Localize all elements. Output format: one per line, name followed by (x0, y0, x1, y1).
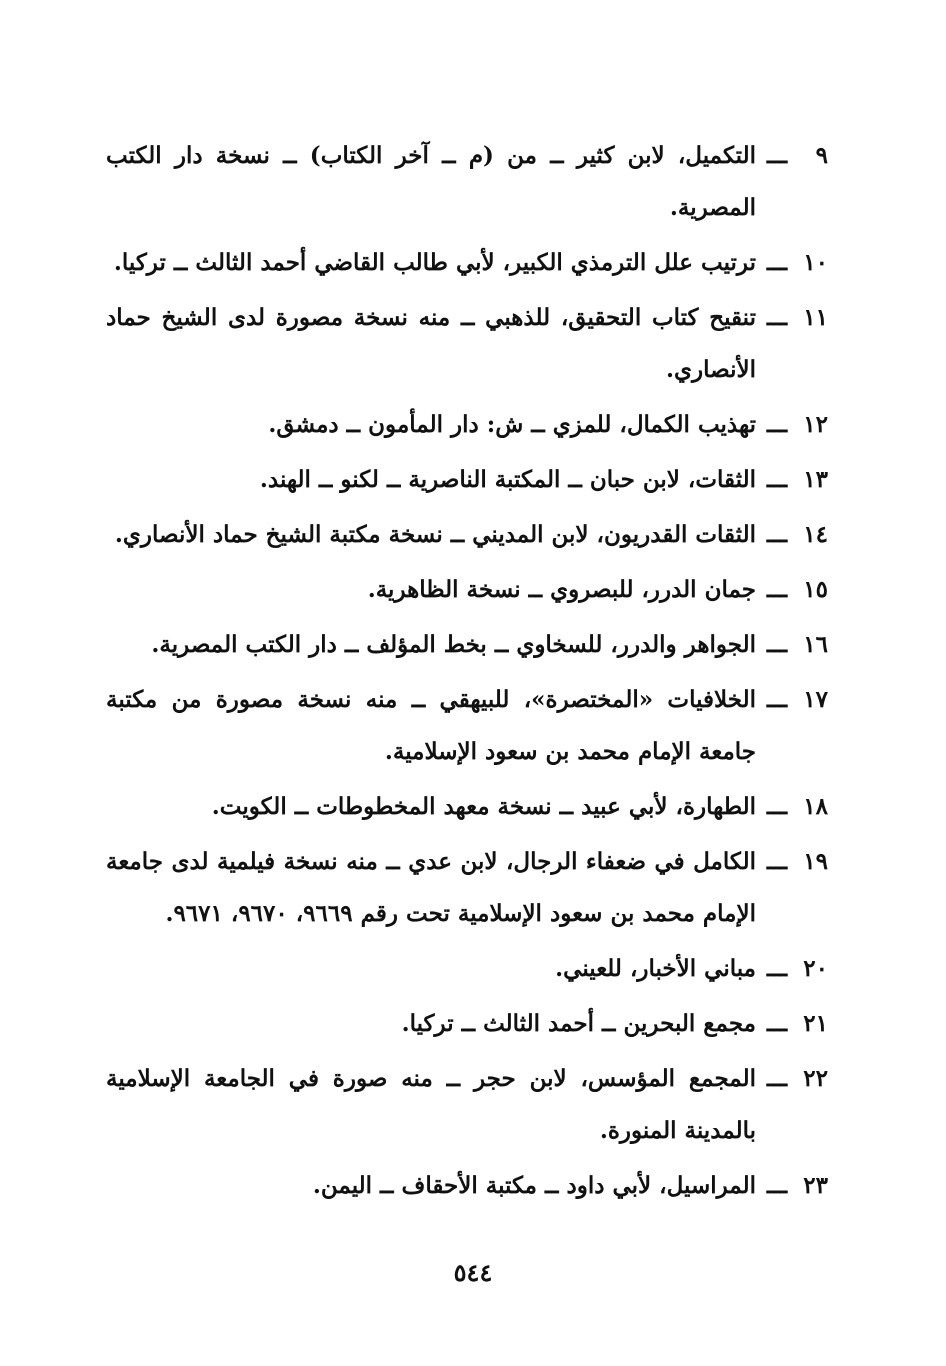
item-dash: ـــ (766, 1065, 788, 1092)
list-item (106, 399, 828, 451)
list-item (106, 998, 828, 1050)
item-number: ٢٢ (803, 1065, 828, 1092)
item-dash: ـــ (766, 249, 788, 276)
item-dash: ـــ (766, 521, 788, 548)
item-dash: ـــ (766, 576, 788, 603)
item-number: ٢٠ (803, 955, 828, 982)
item-dash: ـــ (766, 848, 788, 875)
item-dash: ـــ (766, 142, 788, 169)
list-item (106, 564, 828, 616)
item-text: ترتيب علل الترمذي الكبير، لأبي طالب القاضي أحمد الثالث ــ تركيا. (113, 249, 756, 276)
item-number: ١٢ (803, 411, 828, 438)
item-dash: ـــ (766, 1172, 788, 1199)
item-text: مباني الأخبار، للعيني. (555, 955, 756, 982)
item-number: ١٣ (803, 466, 828, 493)
list-item (106, 619, 828, 671)
item-dash: ـــ (766, 1010, 788, 1037)
item-text: الثقات القدريون، لابن المديني ــ نسخة مكتبة الشيخ حماد الأنصاري. (114, 521, 756, 548)
list-item (106, 836, 828, 940)
list-item (106, 237, 828, 289)
item-text: التكميل، لابن كثير ــ من (م ــ آخر الكتاب) ــ نسخة دار الكتب المصرية. (106, 142, 756, 221)
item-number: ١٦ (803, 631, 828, 658)
item-number: ١٨ (803, 793, 828, 820)
item-text: الثقات، لابن حبان ــ المكتبة الناصرية ــ لكنو ــ الهند. (259, 466, 756, 493)
list-item (106, 1160, 828, 1212)
list-item (106, 781, 828, 833)
item-text: مجمع البحرين ــ أحمد الثالث ــ تركيا. (401, 1010, 756, 1037)
item-dash: ـــ (766, 955, 788, 982)
list-item (106, 1053, 828, 1157)
item-number: ١٥ (803, 576, 828, 603)
item-text: المراسيل، لأبي داود ــ مكتبة الأحقاف ــ اليمن. (312, 1172, 756, 1199)
list-item (106, 674, 828, 778)
item-text: المجمع المؤسس، لابن حجر ــ منه صورة في الجامعة الإسلامية بالمدينة المنورة. (106, 1065, 756, 1144)
item-number: ٩ (815, 142, 828, 169)
list-item (106, 943, 828, 995)
item-dash: ـــ (766, 631, 788, 658)
item-number: ١٠ (803, 249, 828, 276)
item-text: تهذيب الكمال، للمزي ــ ش: دار المأمون ــ دمشق. (268, 411, 756, 438)
item-number: ١٩ (803, 848, 828, 875)
item-dash: ـــ (766, 411, 788, 438)
item-number: ١١ (803, 304, 828, 331)
item-text: الطهارة، لأبي عبيد ــ نسخة معهد المخطوطات ــ الكويت. (211, 793, 756, 820)
list-item (106, 454, 828, 506)
item-dash: ـــ (766, 304, 788, 331)
list-item (106, 130, 828, 234)
item-text: جمان الدرر، للبصروي ــ نسخة الظاهرية. (367, 576, 756, 603)
list-item (106, 509, 828, 561)
item-text: الجواهر والدرر، للسخاوي ــ بخط المؤلف ــ دار الكتب المصرية. (151, 631, 756, 658)
list-item (106, 292, 828, 396)
item-number: ٢٣ (803, 1172, 828, 1199)
item-text: تنقيح كتاب التحقيق، للذهبي ــ منه نسخة مصورة لدى الشيخ حماد الأنصاري. (106, 304, 756, 383)
item-text: الخلافيات «المختصرة»، للبيهقي ــ منه نسخة مصورة من مكتبة جامعة الإمام محمد بن سعود الإسلامية. (106, 686, 756, 765)
item-text: الكامل في ضعفاء الرجال، لابن عدي ــ منه نسخة فيلمية لدى جامعة الإمام محمد بن سعود الإسلامية تحت رقم ٩٦٦٩، ٩٦٧٠، ٩٦٧١. (106, 848, 756, 927)
item-number: ١٤ (803, 521, 828, 548)
page-number: ٥٤٤ (453, 1258, 493, 1287)
item-number: ٢١ (803, 1010, 828, 1037)
item-dash: ـــ (766, 793, 788, 820)
item-dash: ـــ (766, 686, 788, 713)
item-dash: ـــ (766, 466, 788, 493)
reference-list (106, 130, 828, 1215)
item-number: ١٧ (803, 686, 828, 713)
